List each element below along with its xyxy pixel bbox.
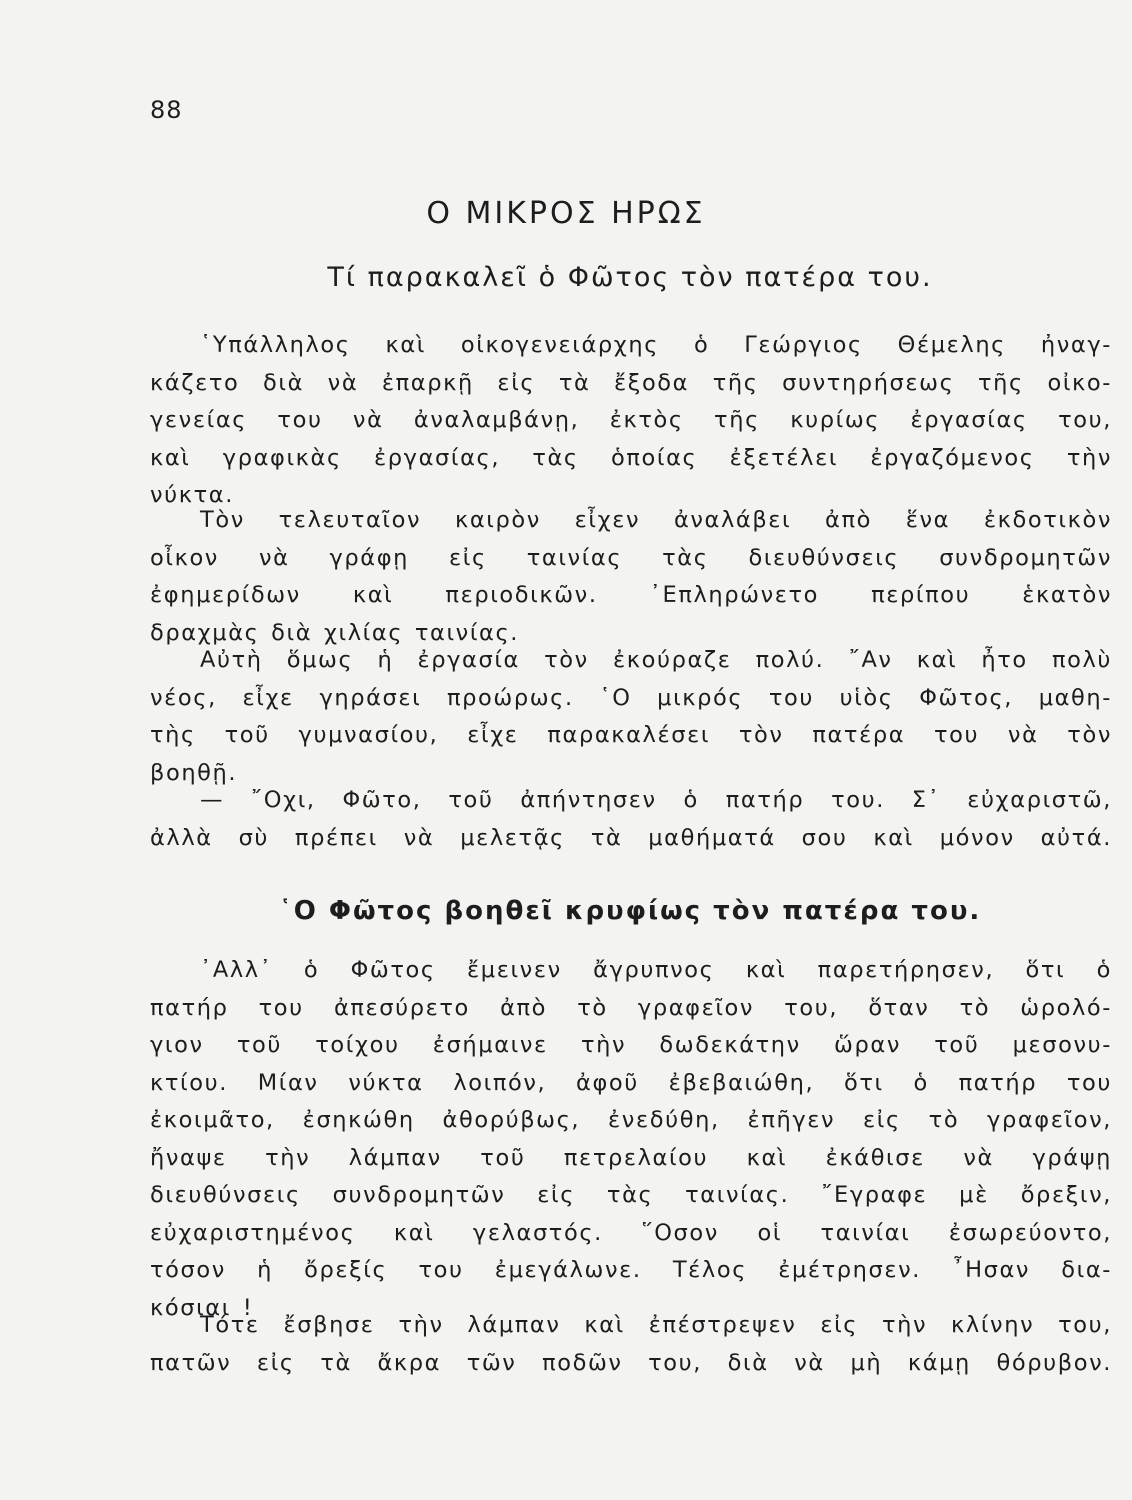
text-line: βοηθῇ.	[150, 759, 238, 786]
text-line: ἀλλὰ σὺ πρέπει νὰ μελετᾷς τὰ μαθήματά σου καὶ μόνον αὐτά.	[150, 824, 1112, 851]
text-line: νύκτα.	[150, 482, 234, 508]
text-line: Τὸν τελευταῖον καιρὸν εἶχεν ἀναλάβει ἀπὸ ἕνα ἐκδοτικὸν	[200, 507, 1112, 533]
text-line: γενείας του νὰ ἀναλαμβάνῃ, ἐκτὸς τῆς κυρίως ἐργασίας του,	[150, 407, 1112, 433]
text-line: οἶκον νὰ γράφῃ εἰς ταινίας τὰς διευθύνσεις συνδρομητῶν	[150, 544, 1112, 571]
paragraph	[150, 952, 1112, 1327]
text-line: κόσιαι !	[150, 1294, 254, 1321]
text-line: κάζετο διὰ νὰ ἐπαρκῇ εἰς τὰ ἔξοδα τῆς συντηρήσεως τῆς οἰκο-	[150, 369, 1112, 396]
text-line: ἐφημερίδων καὶ περιοδικῶν. ᾿Επληρώνετο περίπου ἑκατὸν	[150, 582, 1112, 608]
paragraph	[150, 327, 1112, 515]
text-line: γιον τοῦ τοίχου ἐσήμαινε τὴν δωδεκάτην ὥραν τοῦ μεσονυ-	[150, 1032, 1112, 1058]
text-line: καὶ γραφικὰς ἐργασίας, τὰς ὁποίας ἐξετέλει ἐργαζόμενος τὴν	[150, 444, 1112, 471]
text-line: Τότε ἔσβησε τὴν λάμπαν καὶ ἐπέστρεψεν εἰς τὴν κλίνην του,	[200, 1312, 1112, 1338]
text-line: τόσον ἡ ὄρεξίς του ἐμεγάλωνε. Τέλος ἐμέτρησεν. ῏Ησαν δια-	[150, 1257, 1112, 1283]
text-line: Αὐτὴ ὅμως ἡ ἐργασία τὸν ἐκούραζε πολύ. ῎Αν καὶ ἦτο πολὺ	[200, 647, 1112, 673]
section-heading: Τί παρακαλεῖ ὁ Φῶτος τὸν πατέρα του.	[327, 262, 933, 293]
text-line: ἐκοιμᾶτο, ἐσηκώθη ἀθορύβως, ἐνεδύθη, ἐπῆγεν εἰς τὸ γραφεῖον,	[150, 1107, 1112, 1133]
text-line: εὐχαριστημένος καὶ γελαστός. ῞Οσον οἱ ταινίαι ἐσωρεύοντο,	[150, 1219, 1112, 1246]
text-line: κτίου. Μίαν νύκτα λοιπόν, ἀφοῦ ἐβεβαιώθη, ὅτι ὁ πατήρ του	[150, 1069, 1112, 1096]
paragraph	[150, 1307, 1112, 1382]
text-line: ᾿Αλλ᾿ ὁ Φῶτος ἔμεινεν ἄγρυπνος καὶ παρετήρησεν, ὅτι ὁ	[200, 957, 1112, 983]
text-line: ἤναψε τὴν λάμπαν τοῦ πετρελαίου καὶ ἐκάθισε νὰ γράψῃ	[150, 1144, 1112, 1171]
section-heading: ῾Ο Φῶτος βοηθεῖ κρυφίως τὸν πατέρα του.	[278, 896, 982, 926]
text-line: — ῎Οχι, Φῶτο, τοῦ ἀπήντησεν ὁ πατήρ του. Σ᾿ εὐχαριστῶ,	[200, 787, 1112, 813]
text-line: διευθύνσεις συνδρομητῶν εἰς τὰς ταινίας. ῎Εγραφε μὲ ὄρεξιν,	[150, 1182, 1112, 1208]
text-line: τὴς τοῦ γυμνασίου, εἶχε παρακαλέσει τὸν πατέρα του νὰ τὸν	[150, 722, 1112, 748]
text-line: ῾Υπάλληλος καὶ οἰκογενειάρχης ὁ Γεώργιος Θέμελης ἠναγ-	[200, 332, 1112, 358]
text-line: δραχμὰς διὰ χιλίας ταινίας.	[150, 619, 520, 646]
paragraph	[150, 642, 1112, 792]
chapter-title: Ο ΜΙΚΡΟΣ ΗΡΩΣ	[426, 196, 706, 231]
paragraph	[150, 782, 1112, 857]
text-line: πατήρ του ἀπεσύρετο ἀπὸ τὸ γραφεῖον του, ὅταν τὸ ὡρολό-	[150, 994, 1112, 1021]
text-line: νέος, εἶχε γηράσει προώρως. ῾Ο μικρός του υἱὸς Φῶτος, μαθη-	[150, 684, 1112, 711]
paragraph	[150, 502, 1112, 652]
page-number: 88	[150, 96, 183, 124]
text-line: πατῶν εἰς τὰ ἄκρα τῶν ποδῶν του, διὰ νὰ μὴ κάμῃ θόρυβον.	[150, 1349, 1112, 1376]
